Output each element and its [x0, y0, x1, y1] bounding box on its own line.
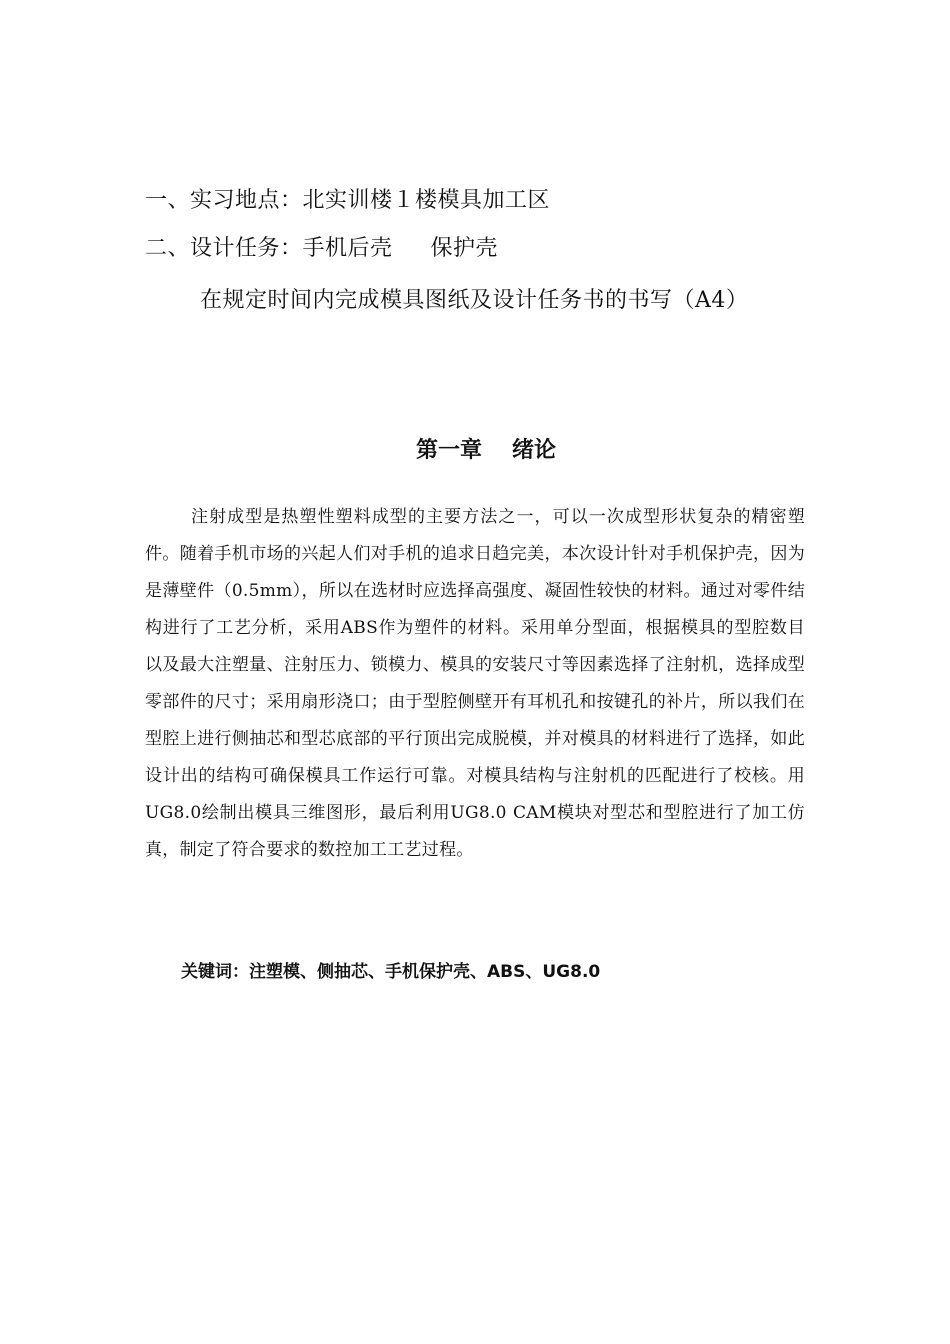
keywords-line: 关键词：注塑模、侧抽芯、手机保护壳、ABS、UG8.0 [181, 962, 601, 982]
chapter-title [0, 436, 950, 466]
chapter-number: 第一章 [415, 438, 482, 463]
chapter-name: 绪论 [512, 438, 557, 463]
task-requirement-line: 在规定时间内完成模具图纸及设计任务书的书写（A4） [200, 288, 749, 313]
design-task-line [145, 234, 498, 264]
design-task-item: 保护壳 [430, 236, 499, 261]
design-task-label: 二、设计任务：手机后壳 [145, 236, 393, 261]
internship-location-line: 一、实习地点：北实训楼１楼模具加工区 [145, 188, 551, 213]
abstract-paragraph: 注射成型是热塑性塑料成型的主要方法之一，可以一次成型形状复杂的精密塑件。随着手机市场的兴起人们对手机的追求日趋完美，本次设计针对手机保护壳，因为是薄壁件（0.5mm），所以在选材时应选择高强度、凝固性较快的材料。通过对零件结构进行了工艺分析，采用ABS作为塑件的材料。采用单分型面，根据模具的型腔数目以及最大注塑量、注射压力、锁模力、模具的安装尺寸等因素选择了注射机，选择成型零部件的尺寸；采用扇形浇口；由于型腔侧壁开有耳机孔和按键孔的补片，所以我们在型腔上进行侧抽芯和型芯底部的平行顶出完成脱模，并对模具的材料进行了选择，如此设计出的结构可确保模具工作运行可靠。对模具结构与注射机的匹配进行了校核。用UG8.0绘制出模具三维图形，最后利用UG8.0 CAM模块对型芯和型腔进行了加工仿真，制定了符合要求的数控加工工艺过程。 [145, 507, 805, 860]
